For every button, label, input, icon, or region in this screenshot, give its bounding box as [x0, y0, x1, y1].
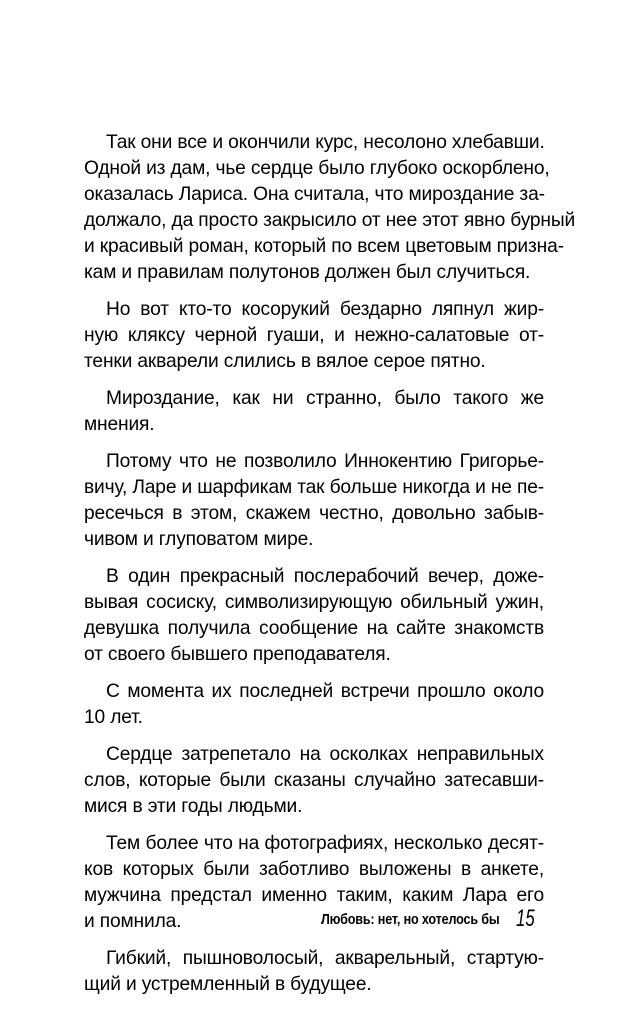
paragraph: [84, 449, 544, 553]
page-footer: [0, 905, 644, 935]
paragraph: [84, 564, 544, 668]
running-title: Любовь: нет, но хотелось бы: [320, 911, 499, 928]
text-line: и красивый роман, который по всем цветовым призна-: [84, 236, 564, 257]
text-line: мися в эти годы людьми.: [84, 796, 303, 817]
body-text: [84, 130, 576, 1009]
text-line: тенки акварели слились в вялое серое пятно.: [84, 351, 486, 372]
text-line: Но вот кто-то косорукий бездарно ляпнул жир-: [106, 299, 544, 320]
text-line: и помнила.: [84, 911, 182, 932]
paragraph: [84, 297, 544, 375]
text-line: 10 лет.: [84, 707, 143, 728]
text-line: чивом и глуповатом мире.: [84, 529, 314, 550]
text-line: ную кляксу черной гуаши, и нежно-салатовые от-: [84, 325, 544, 346]
text-line: от своего бывшего преподавателя.: [84, 644, 391, 665]
paragraph: [84, 946, 544, 998]
text-line: Сердце затрепетало на осколках неправильных: [106, 744, 544, 765]
paragraph: [84, 386, 544, 438]
text-line: кам и правилам полутонов должен был случиться.: [84, 262, 531, 283]
text-line: Тем более что на фотографиях, несколько десят-: [106, 833, 544, 854]
text-line: Гибкий, пышноволосый, акварельный, стартую-: [106, 948, 544, 969]
text-line: мужчина предстал именно таким, каким Лара его: [84, 885, 544, 906]
paragraph: [84, 742, 544, 820]
paragraph: [84, 130, 576, 286]
text-line: оказалась Лариса. Она считала, что мироздание за-: [84, 184, 545, 205]
text-line: слов, которые были сказаны случайно затесавши-: [84, 770, 544, 791]
text-line: вичу, Ларе и шарфикам так больше никогда и не пе-: [84, 477, 544, 498]
text-line: Одной из дам, чье сердце было глубоко оскорблено,: [84, 158, 550, 179]
text-line: щий и устремленный в будущее.: [84, 974, 372, 995]
page-number: 15: [516, 905, 535, 932]
text-line: Мироздание, как ни странно, было такого же: [106, 388, 544, 409]
text-line: С момента их последней встречи прошло около: [106, 681, 544, 702]
text-line: ков которых были заботливо выложены в анкете,: [84, 859, 544, 880]
text-line: мнения.: [84, 414, 155, 435]
text-line: Потому что не позволило Иннокентию Григорье-: [106, 451, 544, 472]
text-line: девушка получила сообщение на сайте знакомств: [84, 618, 544, 639]
text-line: В один прекрасный послерабочий вечер, доже-: [106, 566, 544, 587]
text-line: Так они все и окончили курс, несолоно хлебавши.: [106, 132, 545, 153]
text-line: вывая сосиску, символизирующую обильный ужин,: [84, 592, 544, 613]
paragraph: [84, 679, 544, 731]
text-line: должало, да просто закрысило от нее этот явно бурный: [84, 210, 576, 231]
text-line: ресечься в этом, скажем честно, довольно забыв-: [84, 503, 544, 524]
